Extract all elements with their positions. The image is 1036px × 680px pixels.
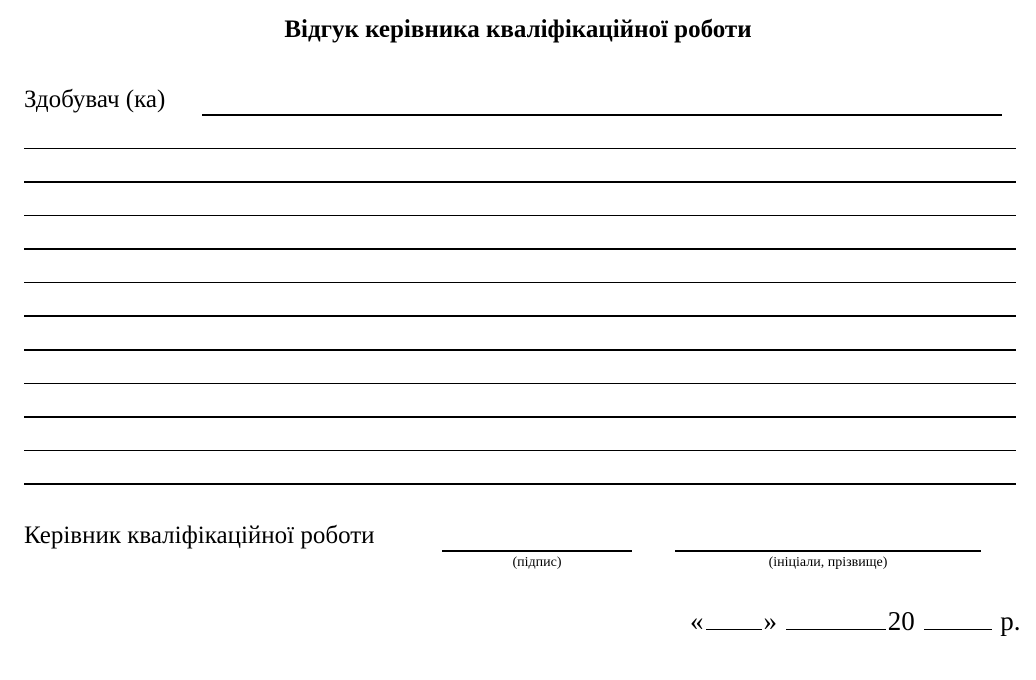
review-line[interactable]	[24, 148, 1016, 149]
signature-field[interactable]	[442, 550, 632, 552]
date-month-field[interactable]	[786, 607, 886, 630]
date-day-field[interactable]	[706, 607, 762, 630]
review-line[interactable]	[24, 450, 1016, 451]
date-open-quote: «	[690, 606, 704, 636]
document-title: Відгук керівника кваліфікаційної роботи	[284, 16, 752, 43]
name-field[interactable]	[675, 550, 981, 552]
review-line[interactable]	[24, 215, 1016, 216]
review-line[interactable]	[24, 483, 1016, 485]
supervisor-label: Керівник кваліфікаційної роботи	[24, 522, 375, 549]
signature-caption: (підпис)	[512, 555, 562, 570]
date-century: 20	[887, 606, 915, 636]
review-line[interactable]	[24, 416, 1016, 418]
date-year-field[interactable]	[924, 607, 992, 630]
review-line[interactable]	[24, 383, 1016, 384]
review-line[interactable]	[24, 315, 1016, 317]
review-line[interactable]	[24, 181, 1016, 183]
date-suffix: р.	[1000, 606, 1021, 636]
applicant-name-field[interactable]	[202, 114, 1002, 116]
review-line[interactable]	[24, 282, 1016, 283]
date-line	[690, 606, 1021, 637]
date-close-quote: »	[763, 606, 777, 636]
applicant-label: Здобувач (ка)	[24, 86, 166, 113]
name-caption: (ініціали, прізвище)	[768, 555, 888, 570]
review-line[interactable]	[24, 248, 1016, 250]
review-line[interactable]	[24, 349, 1016, 351]
